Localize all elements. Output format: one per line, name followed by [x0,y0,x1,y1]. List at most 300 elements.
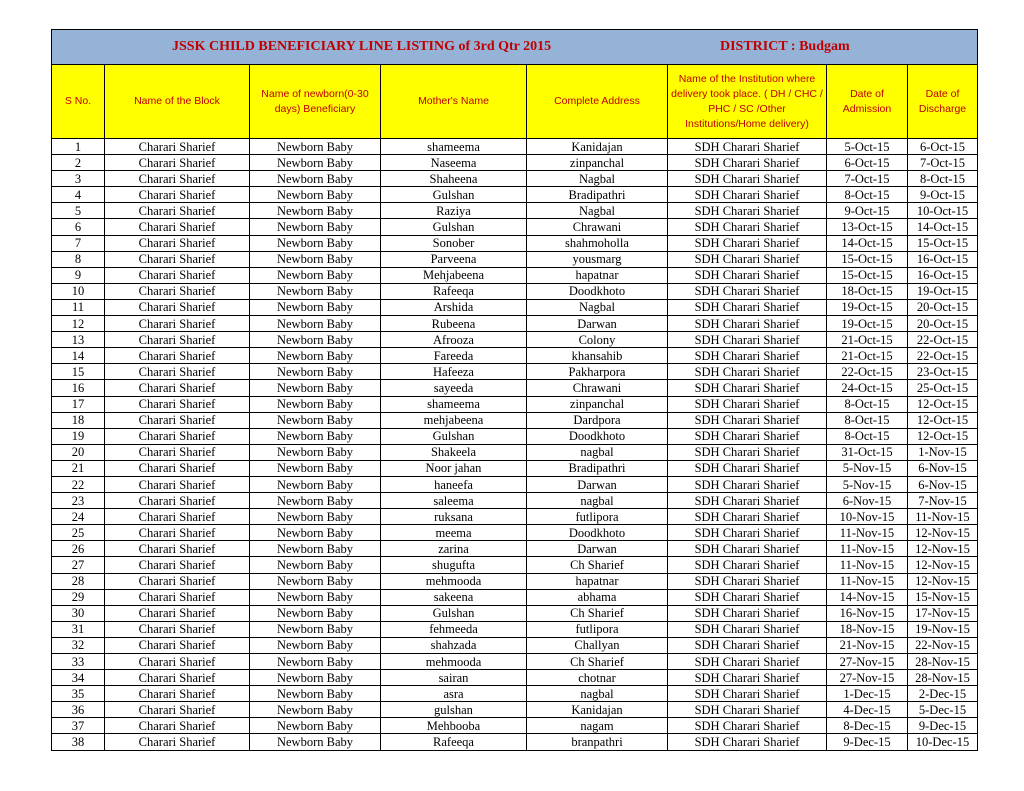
cell-newborn: Newborn Baby [250,637,381,653]
cell-sno: 29 [52,589,105,605]
cell-sno: 3 [52,171,105,187]
table-row [52,283,978,299]
cell-block: Charari Sharief [105,267,250,283]
cell-admission: 4-Dec-15 [827,702,908,718]
table-row [52,460,978,476]
table-row [52,412,978,428]
cell-block: Charari Sharief [105,396,250,412]
cell-mother: shameema [381,139,527,155]
table-row [52,702,978,718]
cell-block: Charari Sharief [105,718,250,734]
cell-admission: 6-Oct-15 [827,155,908,171]
cell-discharge: 28-Nov-15 [908,670,978,686]
cell-newborn: Newborn Baby [250,493,381,509]
header-discharge: Date of Discharge [908,65,978,139]
cell-address: nagbal [527,493,668,509]
cell-newborn: Newborn Baby [250,734,381,750]
cell-address: Darwan [527,476,668,492]
cell-sno: 16 [52,380,105,396]
cell-admission: 14-Oct-15 [827,235,908,251]
cell-institution: SDH Charari Sharief [668,251,827,267]
cell-admission: 21-Nov-15 [827,637,908,653]
cell-address: Ch Sharief [527,557,668,573]
table-row [52,155,978,171]
table-row [52,139,978,155]
table-row [52,235,978,251]
cell-block: Charari Sharief [105,734,250,750]
cell-newborn: Newborn Baby [250,686,381,702]
cell-institution: SDH Charari Sharief [668,396,827,412]
cell-block: Charari Sharief [105,637,250,653]
cell-admission: 27-Nov-15 [827,670,908,686]
cell-mother: sairan [381,670,527,686]
cell-institution: SDH Charari Sharief [668,444,827,460]
cell-mother: shameema [381,396,527,412]
cell-address: chotnar [527,670,668,686]
cell-discharge: 12-Nov-15 [908,525,978,541]
cell-institution: SDH Charari Sharief [668,476,827,492]
table-row [52,476,978,492]
cell-address: branpathri [527,734,668,750]
cell-discharge: 2-Dec-15 [908,686,978,702]
cell-discharge: 15-Oct-15 [908,235,978,251]
cell-address: nagam [527,718,668,734]
cell-address: Chrawani [527,380,668,396]
header-newborn: Name of newborn(0-30 days) Beneficiary [250,65,381,139]
cell-admission: 22-Oct-15 [827,364,908,380]
cell-sno: 35 [52,686,105,702]
cell-sno: 24 [52,509,105,525]
cell-block: Charari Sharief [105,139,250,155]
cell-sno: 14 [52,348,105,364]
cell-newborn: Newborn Baby [250,476,381,492]
cell-newborn: Newborn Baby [250,267,381,283]
cell-discharge: 22-Oct-15 [908,348,978,364]
cell-address: Colony [527,332,668,348]
cell-mother: Naseema [381,155,527,171]
cell-mother: fehmeeda [381,621,527,637]
cell-institution: SDH Charari Sharief [668,734,827,750]
cell-address: zinpanchal [527,396,668,412]
cell-institution: SDH Charari Sharief [668,155,827,171]
cell-mother: Mehbooba [381,718,527,734]
cell-sno: 15 [52,364,105,380]
cell-admission: 5-Oct-15 [827,139,908,155]
beneficiary-table [51,29,978,751]
cell-discharge: 12-Nov-15 [908,557,978,573]
cell-sno: 21 [52,460,105,476]
cell-block: Charari Sharief [105,299,250,315]
cell-sno: 2 [52,155,105,171]
cell-institution: SDH Charari Sharief [668,573,827,589]
cell-sno: 26 [52,541,105,557]
cell-institution: SDH Charari Sharief [668,283,827,299]
cell-discharge: 1-Nov-15 [908,444,978,460]
cell-institution: SDH Charari Sharief [668,557,827,573]
cell-discharge: 23-Oct-15 [908,364,978,380]
cell-address: Bradipathri [527,187,668,203]
cell-address: Bradipathri [527,460,668,476]
cell-sno: 27 [52,557,105,573]
cell-discharge: 12-Oct-15 [908,412,978,428]
cell-newborn: Newborn Baby [250,187,381,203]
cell-mother: Raziya [381,203,527,219]
cell-address: shahmoholla [527,235,668,251]
cell-address: Kanidajan [527,139,668,155]
cell-address: Nagbal [527,171,668,187]
cell-admission: 13-Oct-15 [827,219,908,235]
cell-sno: 17 [52,396,105,412]
cell-sno: 18 [52,412,105,428]
cell-admission: 11-Nov-15 [827,573,908,589]
cell-discharge: 6-Nov-15 [908,460,978,476]
cell-newborn: Newborn Baby [250,283,381,299]
table-row [52,525,978,541]
cell-institution: SDH Charari Sharief [668,332,827,348]
cell-block: Charari Sharief [105,493,250,509]
cell-block: Charari Sharief [105,460,250,476]
cell-admission: 19-Oct-15 [827,299,908,315]
cell-block: Charari Sharief [105,332,250,348]
cell-address: nagbal [527,686,668,702]
cell-address: Kanidajan [527,702,668,718]
cell-discharge: 19-Oct-15 [908,283,978,299]
cell-address: futlipora [527,509,668,525]
cell-mother: asra [381,686,527,702]
table-row [52,670,978,686]
cell-discharge: 20-Oct-15 [908,299,978,315]
cell-discharge: 6-Oct-15 [908,139,978,155]
cell-address: Nagbal [527,203,668,219]
cell-mother: haneefa [381,476,527,492]
cell-block: Charari Sharief [105,541,250,557]
cell-address: futlipora [527,621,668,637]
cell-block: Charari Sharief [105,605,250,621]
cell-mother: Rubeena [381,316,527,332]
header-block: Name of the Block [105,65,250,139]
cell-address: Dardpora [527,412,668,428]
cell-newborn: Newborn Baby [250,380,381,396]
cell-block: Charari Sharief [105,380,250,396]
cell-admission: 16-Nov-15 [827,605,908,621]
cell-block: Charari Sharief [105,283,250,299]
cell-institution: SDH Charari Sharief [668,139,827,155]
cell-mother: Shakeela [381,444,527,460]
cell-mother: Rafeeqa [381,283,527,299]
cell-block: Charari Sharief [105,444,250,460]
cell-address: Pakharpora [527,364,668,380]
cell-discharge: 16-Oct-15 [908,267,978,283]
cell-discharge: 11-Nov-15 [908,509,978,525]
cell-institution: SDH Charari Sharief [668,605,827,621]
cell-mother: Rafeeqa [381,734,527,750]
district-label: DISTRICT : Budgam [720,39,850,54]
cell-block: Charari Sharief [105,509,250,525]
cell-institution: SDH Charari Sharief [668,509,827,525]
header-row [52,65,978,139]
cell-newborn: Newborn Baby [250,541,381,557]
cell-mother: ruksana [381,509,527,525]
cell-admission: 7-Oct-15 [827,171,908,187]
cell-mother: Parveena [381,251,527,267]
cell-newborn: Newborn Baby [250,251,381,267]
table-row [52,171,978,187]
cell-newborn: Newborn Baby [250,316,381,332]
cell-newborn: Newborn Baby [250,557,381,573]
cell-admission: 5-Nov-15 [827,476,908,492]
cell-admission: 31-Oct-15 [827,444,908,460]
cell-block: Charari Sharief [105,348,250,364]
cell-address: Nagbal [527,299,668,315]
cell-sno: 20 [52,444,105,460]
cell-address: Doodkhoto [527,525,668,541]
cell-discharge: 15-Nov-15 [908,589,978,605]
table-body [52,139,978,751]
cell-discharge: 6-Nov-15 [908,476,978,492]
cell-mother: Arshida [381,299,527,315]
cell-sno: 9 [52,267,105,283]
header-address: Complete Address [527,65,668,139]
sheet-title: JSSK CHILD BENEFICIARY LINE LISTING of 3rd Qtr 2015 [172,39,552,54]
cell-newborn: Newborn Baby [250,203,381,219]
cell-mother: meema [381,525,527,541]
cell-admission: 21-Oct-15 [827,332,908,348]
cell-mother: mehmooda [381,573,527,589]
cell-discharge: 22-Oct-15 [908,332,978,348]
cell-address: yousmarg [527,251,668,267]
cell-sno: 5 [52,203,105,219]
cell-block: Charari Sharief [105,155,250,171]
cell-institution: SDH Charari Sharief [668,493,827,509]
cell-mother: Gulshan [381,605,527,621]
cell-block: Charari Sharief [105,251,250,267]
cell-sno: 10 [52,283,105,299]
cell-admission: 5-Nov-15 [827,460,908,476]
cell-newborn: Newborn Baby [250,444,381,460]
cell-discharge: 8-Oct-15 [908,171,978,187]
cell-mother: zarina [381,541,527,557]
cell-block: Charari Sharief [105,364,250,380]
cell-block: Charari Sharief [105,412,250,428]
cell-discharge: 10-Dec-15 [908,734,978,750]
cell-institution: SDH Charari Sharief [668,203,827,219]
cell-newborn: Newborn Baby [250,139,381,155]
cell-sno: 25 [52,525,105,541]
table-row [52,203,978,219]
cell-institution: SDH Charari Sharief [668,267,827,283]
cell-mother: mehmooda [381,654,527,670]
table-row [52,718,978,734]
cell-sno: 28 [52,573,105,589]
header-mother: Mother's Name [381,65,527,139]
cell-newborn: Newborn Baby [250,219,381,235]
cell-mother: Gulshan [381,187,527,203]
cell-newborn: Newborn Baby [250,299,381,315]
cell-block: Charari Sharief [105,171,250,187]
cell-admission: 21-Oct-15 [827,348,908,364]
cell-sno: 19 [52,428,105,444]
cell-newborn: Newborn Baby [250,670,381,686]
cell-mother: Noor jahan [381,460,527,476]
title-row [52,30,978,65]
cell-discharge: 12-Nov-15 [908,541,978,557]
cell-institution: SDH Charari Sharief [668,621,827,637]
cell-admission: 9-Oct-15 [827,203,908,219]
header-admission: Date of Admission [827,65,908,139]
cell-mother: Gulshan [381,428,527,444]
table-row [52,654,978,670]
table-row [52,332,978,348]
cell-address: nagbal [527,444,668,460]
cell-discharge: 12-Oct-15 [908,396,978,412]
cell-admission: 8-Oct-15 [827,428,908,444]
cell-block: Charari Sharief [105,428,250,444]
cell-admission: 15-Oct-15 [827,267,908,283]
cell-sno: 38 [52,734,105,750]
table-row [52,187,978,203]
cell-block: Charari Sharief [105,621,250,637]
cell-discharge: 12-Nov-15 [908,573,978,589]
cell-address: Ch Sharief [527,605,668,621]
cell-newborn: Newborn Baby [250,573,381,589]
cell-discharge: 20-Oct-15 [908,316,978,332]
table-row [52,541,978,557]
cell-institution: SDH Charari Sharief [668,316,827,332]
cell-block: Charari Sharief [105,670,250,686]
table-row [52,605,978,621]
cell-mother: saleema [381,493,527,509]
cell-sno: 1 [52,139,105,155]
cell-discharge: 22-Nov-15 [908,637,978,653]
cell-mother: Afrooza [381,332,527,348]
cell-admission: 8-Oct-15 [827,412,908,428]
cell-admission: 8-Dec-15 [827,718,908,734]
cell-mother: Mehjabeena [381,267,527,283]
cell-admission: 11-Nov-15 [827,525,908,541]
cell-admission: 18-Nov-15 [827,621,908,637]
cell-mother: Sonober [381,235,527,251]
cell-newborn: Newborn Baby [250,460,381,476]
cell-newborn: Newborn Baby [250,412,381,428]
cell-newborn: Newborn Baby [250,396,381,412]
cell-block: Charari Sharief [105,476,250,492]
cell-institution: SDH Charari Sharief [668,718,827,734]
cell-block: Charari Sharief [105,187,250,203]
cell-discharge: 12-Oct-15 [908,428,978,444]
cell-address: khansahib [527,348,668,364]
table-row [52,589,978,605]
cell-institution: SDH Charari Sharief [668,670,827,686]
table-row [52,428,978,444]
cell-address: Doodkhoto [527,428,668,444]
table-row [52,299,978,315]
cell-discharge: 17-Nov-15 [908,605,978,621]
table-row [52,444,978,460]
cell-newborn: Newborn Baby [250,235,381,251]
cell-mother: Shaheena [381,171,527,187]
cell-mother: mehjabeena [381,412,527,428]
cell-institution: SDH Charari Sharief [668,460,827,476]
cell-block: Charari Sharief [105,573,250,589]
cell-institution: SDH Charari Sharief [668,654,827,670]
cell-admission: 10-Nov-15 [827,509,908,525]
cell-address: hapatnar [527,573,668,589]
cell-newborn: Newborn Baby [250,364,381,380]
cell-institution: SDH Charari Sharief [668,541,827,557]
cell-block: Charari Sharief [105,235,250,251]
cell-block: Charari Sharief [105,686,250,702]
cell-newborn: Newborn Baby [250,605,381,621]
cell-discharge: 7-Nov-15 [908,493,978,509]
cell-institution: SDH Charari Sharief [668,299,827,315]
cell-sno: 7 [52,235,105,251]
cell-institution: SDH Charari Sharief [668,412,827,428]
cell-discharge: 25-Oct-15 [908,380,978,396]
cell-sno: 30 [52,605,105,621]
cell-block: Charari Sharief [105,589,250,605]
cell-block: Charari Sharief [105,557,250,573]
cell-block: Charari Sharief [105,654,250,670]
cell-admission: 9-Dec-15 [827,734,908,750]
cell-sno: 13 [52,332,105,348]
table-row [52,396,978,412]
table-row [52,380,978,396]
table-row [52,348,978,364]
cell-discharge: 5-Dec-15 [908,702,978,718]
cell-block: Charari Sharief [105,525,250,541]
table-row [52,267,978,283]
cell-mother: Hafeeza [381,364,527,380]
cell-mother: Fareeda [381,348,527,364]
table-row [52,686,978,702]
cell-institution: SDH Charari Sharief [668,637,827,653]
cell-sno: 22 [52,476,105,492]
cell-block: Charari Sharief [105,316,250,332]
cell-address: Darwan [527,316,668,332]
cell-admission: 24-Oct-15 [827,380,908,396]
cell-newborn: Newborn Baby [250,654,381,670]
cell-sno: 33 [52,654,105,670]
cell-sno: 6 [52,219,105,235]
cell-address: Ch Sharief [527,654,668,670]
cell-newborn: Newborn Baby [250,525,381,541]
cell-mother: sayeeda [381,380,527,396]
cell-mother: shugufta [381,557,527,573]
cell-admission: 1-Dec-15 [827,686,908,702]
cell-mother: gulshan [381,702,527,718]
cell-institution: SDH Charari Sharief [668,525,827,541]
cell-admission: 14-Nov-15 [827,589,908,605]
cell-newborn: Newborn Baby [250,509,381,525]
cell-discharge: 16-Oct-15 [908,251,978,267]
cell-block: Charari Sharief [105,219,250,235]
cell-institution: SDH Charari Sharief [668,686,827,702]
cell-institution: SDH Charari Sharief [668,219,827,235]
header-institution: Name of the Institution where delivery took place. ( DH / CHC / PHC / SC /Other Institutions/Home delivery) [668,65,827,139]
cell-newborn: Newborn Baby [250,332,381,348]
cell-newborn: Newborn Baby [250,621,381,637]
cell-mother: Gulshan [381,219,527,235]
cell-sno: 34 [52,670,105,686]
cell-address: hapatnar [527,267,668,283]
title-cell [52,30,978,65]
cell-sno: 23 [52,493,105,509]
cell-sno: 36 [52,702,105,718]
cell-mother: shahzada [381,637,527,653]
cell-discharge: 7-Oct-15 [908,155,978,171]
table-row [52,316,978,332]
cell-sno: 4 [52,187,105,203]
